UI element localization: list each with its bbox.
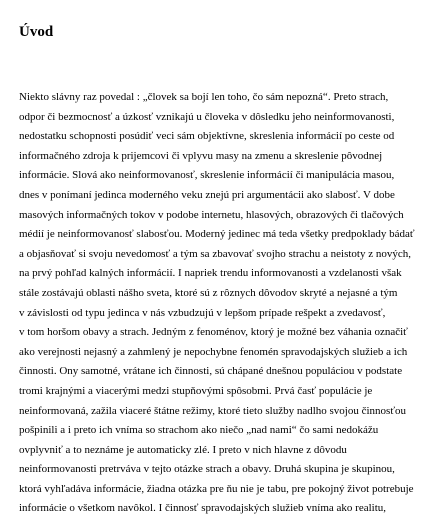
text-line: ovplyvniť a to neznáme je automaticky zlé. I preto v nich hlavne z dôvodu <box>19 443 347 456</box>
text-line: stále zostávajú oblasti nášho sveta, ktoré sú z rôznych dôvodov skryté a nejasné a tým <box>19 286 398 299</box>
text-line: činnosti. Ony samotné, vrátane ich činnosti, sú chápané dnešnou populáciou v podstate <box>19 365 403 378</box>
text-line: pošpinili a i preto ich vníma so strachom ako niečo „nad nami“ čo sami nedokážu <box>19 424 379 437</box>
body-text <box>19 88 439 519</box>
text-line: Niekto slávny raz povedal : „človek sa bojí len toho, čo sám nepozná“. Preto strach, <box>19 91 389 103</box>
text-line: ako verejnosti nejasný a zahmlený je nepochybne fenomén spravodajských služieb a ich <box>19 345 408 358</box>
text-line: informácie o všetkom navôkol. I činnosť spravodajských služieb vníma ako realitu, <box>19 502 386 515</box>
text-line: dnes v ponímaní jedinca moderného veku znejú pri argumentácii ako slabosť. V dobe <box>19 188 395 201</box>
text-line: masových informačných tokov v podobe internetu, hlasových, obrazových či tlačových <box>19 208 404 221</box>
text-line: nedostatku schopnosti posúdiť veci sám objektívne, skreslenia informácií po ceste od <box>19 130 395 143</box>
text-line: odpor či bezmocnosť a úzkosť vznikajú u človeka v dôsledku jeho neinformovanosti, <box>19 110 395 123</box>
text-line: na prvý pohľad kalných informácií. I napriek trendu informovanosti a vzdelanosti však <box>19 267 402 280</box>
text-line: informácie. Slová ako neinformovanosť, skreslenie informácií či manipulácia masou, <box>19 169 395 182</box>
text-line: v tom horšom obavy a strach. Jedným z fenoménov, ktorý je možné bez váhania označiť <box>19 326 408 339</box>
text-line: informačného zdroja k prijemcovi či vplyvu masy na zmenu a skreslenie pôvodnej <box>19 149 383 162</box>
section-heading: Úvod <box>19 24 54 40</box>
text-line: neinformovaná, zažila viaceré štátne režimy, ktoré tieto služby nadlho svojou činnosťou <box>19 404 407 417</box>
text-line: médií je neinformovanosť slabosťou. Moderný jedinec má teda všetky predpoklady bádať <box>19 228 415 241</box>
text-line: v závislosti od typu jedinca v nás vzbudzujú v lepšom prípade rešpekt a zvedavosť, <box>19 306 386 319</box>
text-line: neinformovanosti pretrváva v tejto otázke strach a obavy. Druhá skupina je skupinou, <box>19 463 395 476</box>
text-line: a objasňovať si svoju nevedomosť a tým sa zbavovať svojho strachu a neistoty z nových, <box>19 247 411 260</box>
text-line: tromi krajnými a viacerými medzi stupňovými spôsobmi. Prvá časť populácie je <box>19 384 373 397</box>
text-line: ktorá vyhľadáva informácie, žiadna otázka pre ňu nie je tabu, pre pokojný život potrebuje <box>19 482 414 495</box>
